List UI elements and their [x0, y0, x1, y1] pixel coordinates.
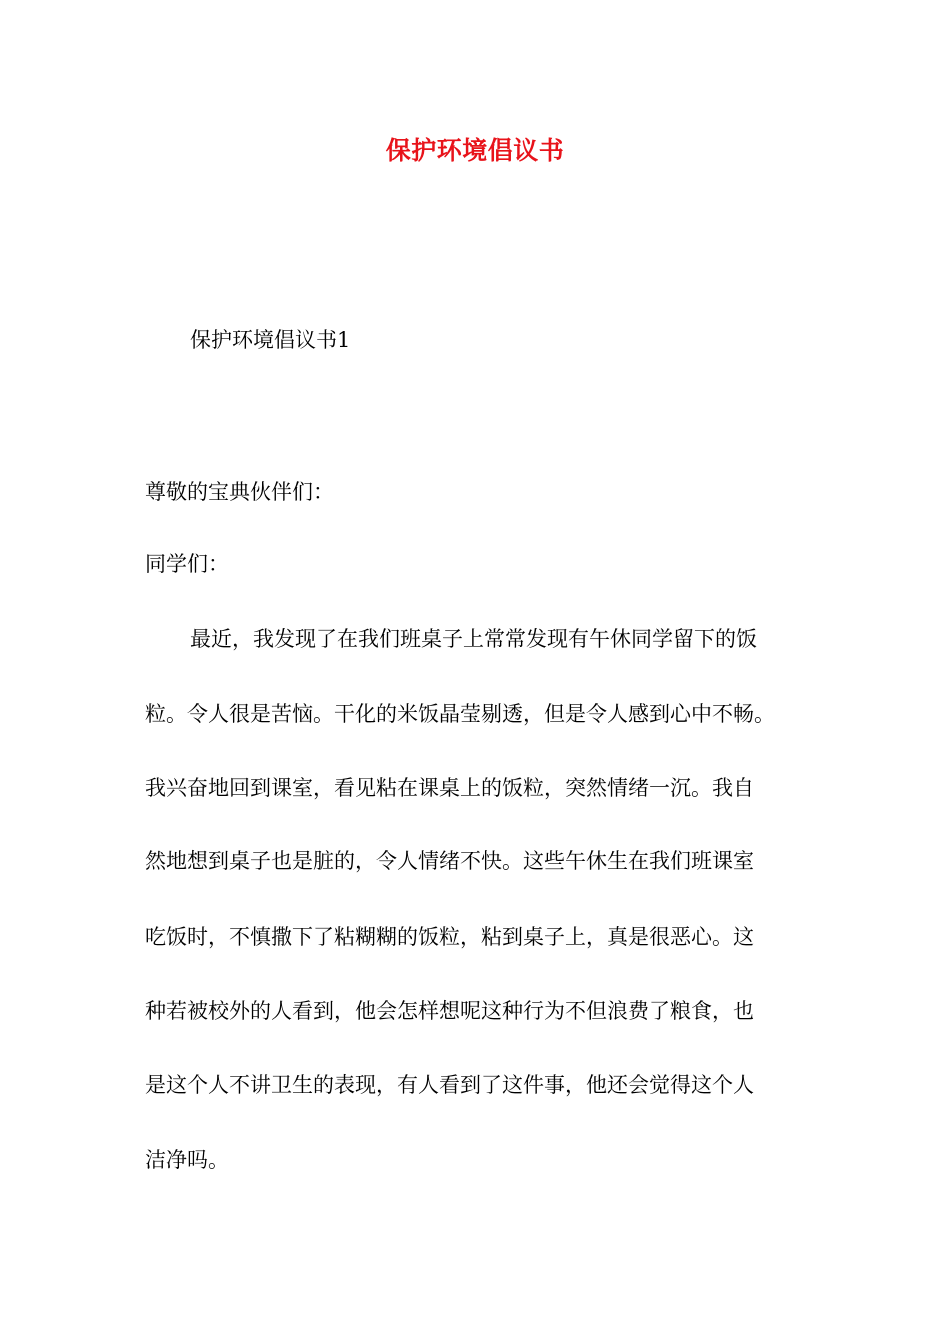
body-line: 然地想到桌子也是脏的，令人情绪不快。这些午休生在我们班课室	[145, 849, 754, 873]
greeting-line: 同学们：	[145, 552, 229, 576]
document-title: 保护环境倡议书	[385, 136, 565, 165]
body-line: 洁净吗。	[145, 1148, 229, 1172]
body-line: 种若被校外的人看到，他会怎样想呢这种行为不但浪费了粮食，也	[145, 999, 754, 1023]
body-line: 粒。令人很是苦恼。干化的米饭晶莹剔透，但是令人感到心中不畅。	[145, 702, 775, 726]
greeting-line: 尊敬的宝典伙伴们：	[145, 480, 334, 504]
body-line: 是这个人不讲卫生的表现，有人看到了这件事，他还会觉得这个人	[145, 1073, 754, 1097]
body-line: 最近，我发现了在我们班桌子上常常发现有午休同学留下的饭	[190, 627, 757, 651]
body-line: 吃饭时，不慎撒下了粘糊糊的饭粒，粘到桌子上，真是很恶心。这	[145, 925, 754, 949]
body-line: 我兴奋地回到课室，看见粘在课桌上的饭粒，突然情绪一沉。我自	[145, 776, 754, 800]
section-heading: 保护环境倡议书1	[190, 328, 351, 352]
